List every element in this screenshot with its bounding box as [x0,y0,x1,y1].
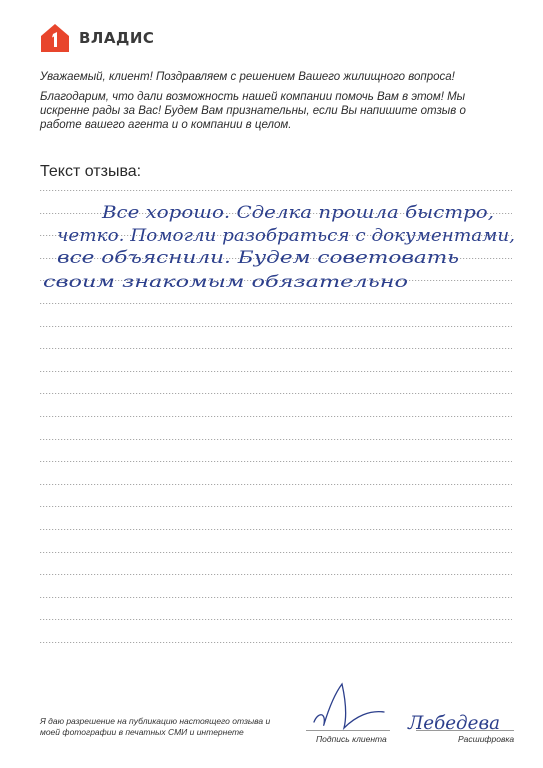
review-title: Текст отзыва: [40,163,142,180]
publication-consent-text: Я даю разрешение на публикацию настоящего отзыва и моей фотографии в печатных СМИ и интернете [40,716,271,737]
decoding-handwritten: Лебедева [407,712,500,734]
handwritten-line: все объяснили. Будем советовать [57,248,459,268]
handwritten-line: Все хорошо. Сделка прошла быстро, [100,203,495,223]
decoding-line [416,730,514,731]
handwritten-line: своим знакомым обязательно [43,272,408,291]
signature-line [306,730,390,731]
greeting-text: Уважаемый, клиент! Поздравляем с решением Вашего жилищного вопроса! [40,71,455,83]
handwritten-line: четко. Помогли разобраться с документами, [57,226,515,246]
decoding-label: Расшифровка [458,734,515,744]
signature-label: Подпись клиента [316,734,387,744]
brand-name: ВЛАДИС [79,29,155,47]
intro-body-text: Благодарим, что дали возможность нашей компании помочь Вам в этом! Мы искренне рады за Вас! Будем Вам признательны, если Вы напишите отзыв о работе вашего агента и о компании в целом. [40,91,466,131]
client-signature [314,684,384,728]
